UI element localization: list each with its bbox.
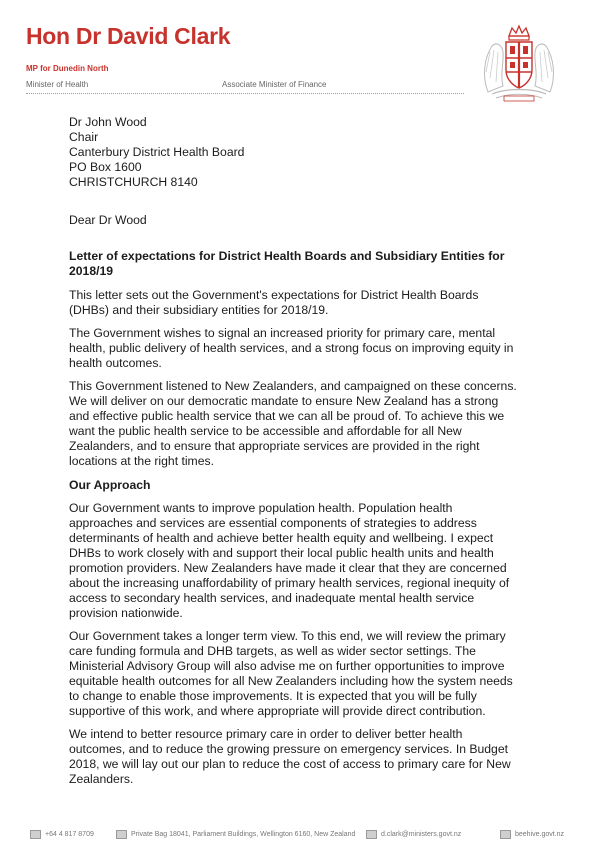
role-health: Minister of Health bbox=[26, 80, 89, 89]
body-paragraph: The Government wishes to signal an increased priority for primary care, mental health, public delivery of health services, and a strong focus on improving equity in health outcomes. bbox=[69, 326, 514, 370]
address-line: PO Box 1600 bbox=[69, 160, 142, 174]
email-icon bbox=[366, 830, 377, 839]
footer-phone bbox=[30, 830, 94, 839]
footer-address bbox=[116, 830, 355, 839]
body-paragraph: This Government listened to New Zealanders, and campaigned on these concerns. We will deliver on our democratic mandate to ensure New Zealand has a strong and effective public health service that we can all be proud of. To achieve this we want the public health service to be accessible and affordable for all New Zealanders, and to ensure that appropriate services are provided in the right locations at the right times. bbox=[69, 379, 517, 468]
footer-email-text[interactable]: d.clark@ministers.govt.nz bbox=[381, 831, 462, 838]
mail-icon bbox=[116, 830, 127, 839]
letter-footer bbox=[0, 824, 594, 844]
letter-body bbox=[69, 115, 519, 787]
body-paragraph: This letter sets out the Government's expectations for District Health Boards (DHBs) and their subsidiary entities for 2018/19. bbox=[69, 288, 479, 317]
electorate-line: MP for Dunedin North bbox=[26, 64, 109, 73]
salutation: Dear Dr Wood bbox=[69, 213, 147, 227]
footer-phone-text: +64 4 817 8709 bbox=[45, 831, 94, 838]
footer-website-text[interactable]: beehive.govt.nz bbox=[515, 831, 565, 838]
nz-coat-of-arms-icon bbox=[476, 22, 562, 104]
address-line: Chair bbox=[69, 130, 99, 144]
body-paragraph: Our Government takes a longer term view. To this end, we will review the primary care funding formula and DHB targets, as well as wider sector settings. The Ministerial Advisory Group will also advise me on further opportunities to improve equitable health outcomes for all New Zealanders including how the system needs to change to enable those improvements. It is expected that you will be fully supportive of this work, and where appropriate will provide direct contribution. bbox=[69, 629, 513, 718]
body-paragraph: We intend to better resource primary care in order to deliver better health outcomes, and to reduce the growing pressure on emergency services. In Budget 2018, we will lay out our plan to reduce the cost of access to primary care for New Zealanders. bbox=[69, 727, 511, 786]
footer-email[interactable] bbox=[366, 830, 461, 839]
role-finance: Associate Minister of Finance bbox=[222, 80, 327, 89]
minister-name: Hon Dr David Clark bbox=[26, 23, 231, 49]
header-divider bbox=[26, 93, 464, 94]
footer-address-text: Private Bag 18041, Parliament Buildings, Wellington 6160, New Zealand bbox=[131, 831, 356, 838]
web-icon bbox=[500, 830, 511, 839]
body-paragraph: Our Government wants to improve population health. Population health approaches and services are essential components of strategies to address determinants of health and achieve better health equity and wellbeing. I expect DHBs to work closely with and support their local public health units and health promotion providers. New Zealanders have made it clear that they are concerned about the increasing unaffordability of primary health services, regional inequity of access to secondary health services, and inadequate mental health service provision nationwide. bbox=[69, 501, 510, 620]
recipient-address bbox=[69, 115, 519, 190]
letter-subject: Letter of expectations for District Health Boards and Subsidiary Entities for 2018/19 bbox=[69, 249, 505, 278]
footer-website[interactable] bbox=[500, 830, 564, 839]
section-heading: Our Approach bbox=[69, 478, 151, 492]
phone-icon bbox=[30, 830, 41, 839]
address-line: Canterbury District Health Board bbox=[69, 145, 245, 159]
address-line: Dr John Wood bbox=[69, 115, 147, 129]
address-line: CHRISTCHURCH 8140 bbox=[69, 175, 198, 189]
